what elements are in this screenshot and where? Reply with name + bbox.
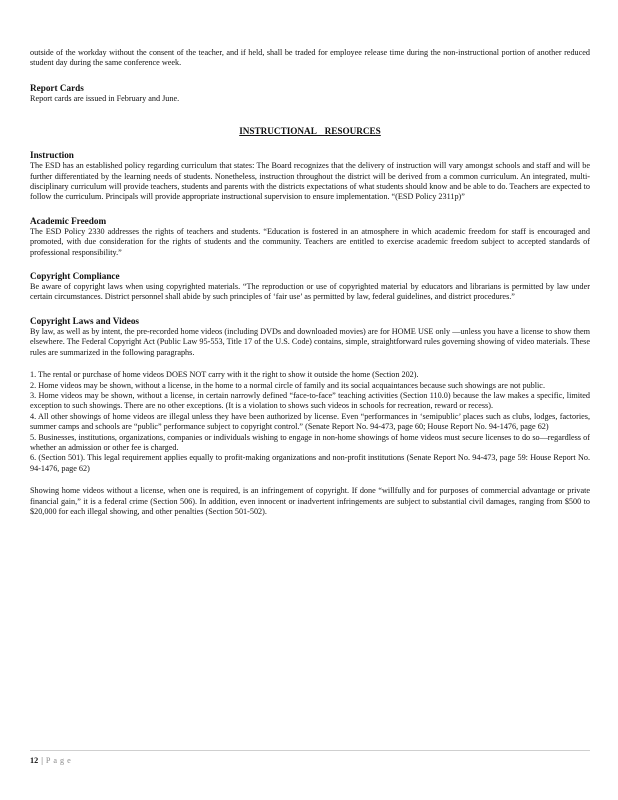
list-item: 1. The rental or purchase of home videos DOES NOT carry with it the right to show it outside the home (Section 202).	[30, 370, 419, 380]
copyright-laws-intro: By law, as well as by intent, the pre-recorded home videos (including DVDs and downloaded movies) are for HOME USE only —unless you have a license to show them elsewhere. The Federal Copyright Act (Public Law 95-553, Title 17 of the U.S. Code) contains, simple, straightforward rules governing showing of video materials. These rules are summarized in the following paragraphs.	[30, 326, 590, 357]
copyright-rules-list	[30, 370, 590, 474]
report-cards-text: Report cards are issued in February and June.	[30, 93, 180, 103]
list-item: 4. All other showings of home videos are illegal unless they have been authorized by license. Even “performances in ‘semipublic’ places such as clubs, lodges, factories, summer camps and schools are “public” performance subject to copyright control.” (Senate Report No. 94-473, page 60; House Report No. 94-1476, page 62)	[30, 411, 590, 432]
report-cards-section	[30, 83, 590, 104]
copyright-compliance-heading: Copyright Compliance	[30, 271, 120, 282]
intro-paragraph: outside of the workday without the consent of the teacher, and if held, shall be traded for employee release time during the non-instructional portion of another reduced student day during the same conference week.	[30, 48, 590, 68]
list-item: 3. Home videos may be shown, without a license, in certain narrowly defined “face-to-face” teaching activities (Section 110.0) because the law makes a specific, limited exception to such showings. There are no other exceptions. (It is a violation to shows such videos in schools for recreation, reward or recess).	[30, 390, 590, 411]
copyright-compliance-text: Be aware of copyright laws when using copyrighted materials. “The reproduction or use of copyrighted material by educators and librarians is permitted by law under certain circumstances. District personnel shall abide by such principles of ‘fair use’ as permitted by law, federal guidelines, and district procedures.”	[30, 282, 590, 302]
report-cards-heading: Report Cards	[30, 82, 84, 93]
copyright-closing-paragraph: Showing home videos without a license, when one is required, is an infringement of copyright. If done “willfully and for purposes of commercial advantage or private financial gain,” it is a federal crime (Section 506). In addition, even innocent or inadvertent infringements are subject to substantial civil damages, ranging from $500 to $20,000 for each illegal showing, and other penalties (Section 501-502).	[30, 486, 590, 516]
page-footer	[30, 756, 74, 765]
copyright-compliance-section	[30, 271, 590, 303]
footer-divider	[30, 750, 590, 751]
page-label: Page	[45, 756, 74, 765]
document-page	[30, 48, 590, 517]
academic-freedom-heading: Academic Freedom	[30, 215, 107, 226]
list-item: 2. Home videos may be shown, without a license, in the home to a normal circle of family and its social acquaintances because such showings are not public.	[30, 380, 545, 390]
instruction-section	[30, 150, 590, 203]
copyright-laws-section	[30, 316, 590, 518]
section-title: INSTRUCTIONAL RESOURCES	[239, 126, 381, 137]
instruction-heading: Instruction	[30, 150, 74, 161]
copyright-laws-heading: Copyright Laws and Videos	[30, 315, 139, 326]
academic-freedom-section	[30, 216, 590, 258]
page-number: 12	[30, 756, 39, 765]
academic-freedom-text: The ESD Policy 2330 addresses the rights of teachers and students. “Education is fostered in an atmosphere in which academic freedom for staff is encouraged and promoted, with due consideration for the rights of students and the community. Teachers are entitled to exercise academic freedom subject to accepted standards of professional responsibility.”	[30, 226, 590, 257]
list-item: 6. (Section 501). This legal requirement applies equally to profit-making organizations and non-profit institutions (Senate Report No. 94-473, page 59: House Report No. 94-1476, page 62)	[30, 453, 590, 473]
footer-separator: |	[41, 756, 43, 765]
list-item: 5. Businesses, institutions, organizations, companies or individuals wishing to engage in non-home showings of home videos must secure licenses to do so—regardless of whether an admission or other fee is charged.	[30, 432, 590, 452]
instruction-text: The ESD has an established policy regarding curriculum that states: The Board recognizes that the delivery of instruction will vary amongst schools and staff and will be further differentiated by the learning needs of students. Nonetheless, instruction throughout the district will be derived from a common curriculum. An integrated, multi-disciplinary curriculum will provide teachers, students and parents with the districts expectations of what students should know and be able to do. Teachers are expected to follow the curriculum. Principals will provide appropriate instructional supervision to ensure implementation. “(ESD Policy 2311p)”	[30, 161, 590, 202]
